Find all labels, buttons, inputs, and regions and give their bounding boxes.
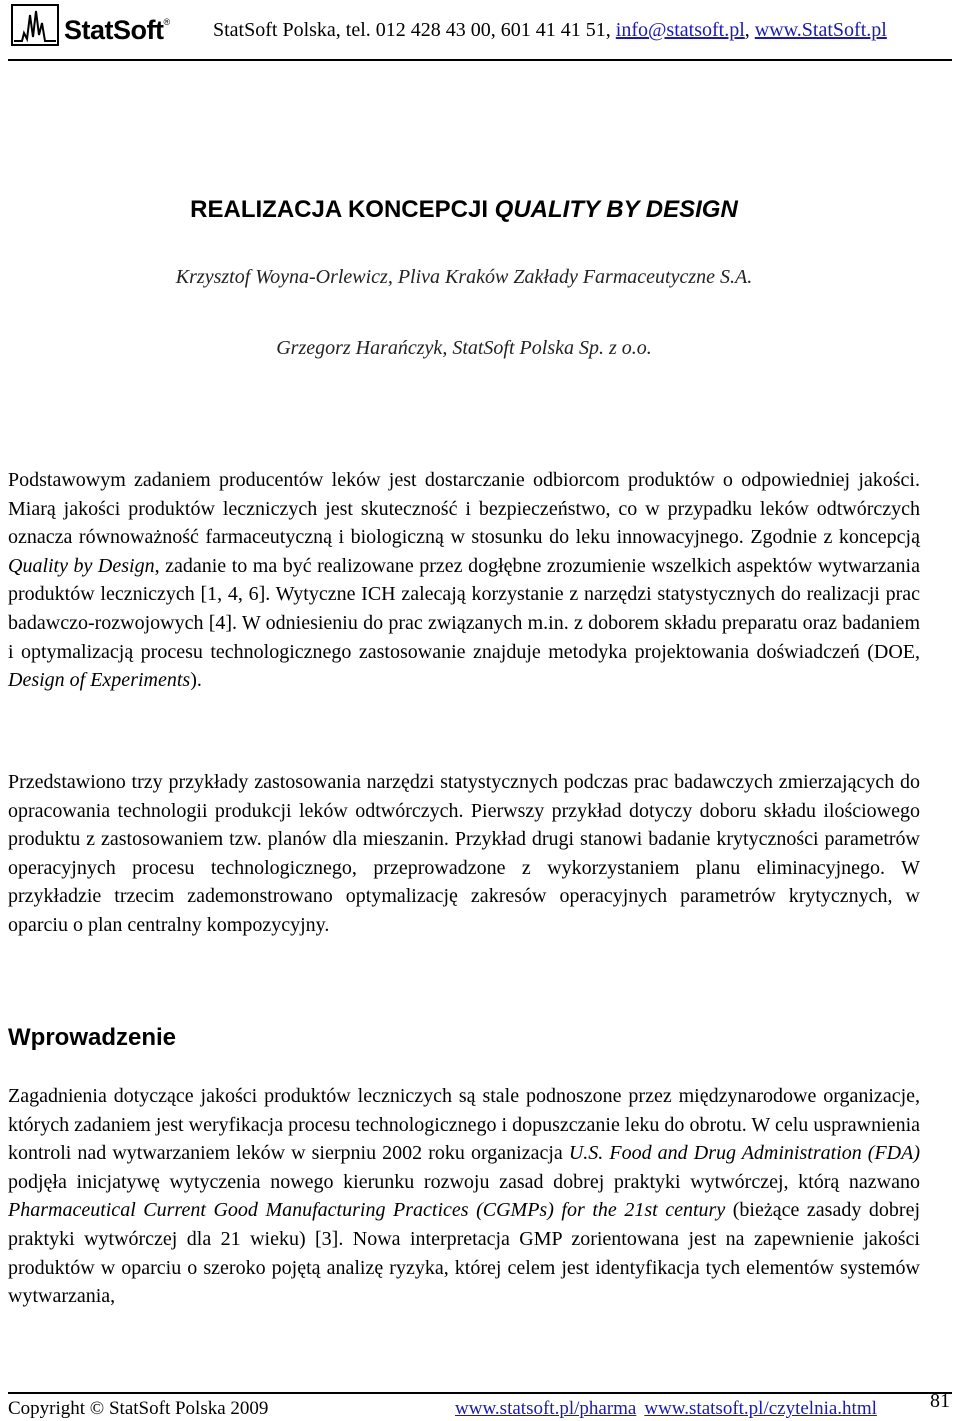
header-rule	[8, 59, 952, 61]
author-2: Grzegorz Harańczyk, StatSoft Polska Sp. z o.o.	[276, 337, 652, 359]
footer-links	[455, 1398, 885, 1420]
section-heading: Wprowadzenie	[8, 1024, 177, 1051]
header-contact: StatSoft Polska, tel. 012 428 43 00, 601 41 41 51, info@statsoft.pl, www.StatSoft.pl	[213, 19, 887, 41]
page-footer	[0, 1392, 960, 1421]
pharma-link[interactable]: www.statsoft.pl/pharma	[455, 1398, 637, 1419]
abstract-paragraph-1: Podstawowym zadaniem producentów leków jest dostarczanie odbiorcom produktów o odpowiedniej jakości. Miarą jakości produktów leczniczych jest skuteczność i bezpieczeństwo, co w przypadku leków odtwórczych oznacza równoważność farmaceutyczną i biologiczną w stosunku do leku innowacyjnego. Zgodnie z koncepcją Quality by Design, zadanie to ma być realizowane przez dogłębne zrozumienie wszelkich aspektów wytwarzania produktów leczniczych [1, 4, 6]. Wytyczne ICH zalecają korzystanie z narzędzi statystycznych do realizacji prac badawczo-rozwojowych [4]. W odniesieniu do prac związanych m.in. z doborem składu preparatu oraz badaniem i optymalizacją procesu technologicznego zastosowanie znajduje metodyka projektowania doświadczeń (DOE, Design of Experiments).	[8, 469, 920, 692]
abstract-paragraph-2: Przedstawiono trzy przykłady zastosowania narzędzi statystycznych podczas prac badawczych zmierzających do opracowania technologii produkcji leków odtwórczych. Pierwszy przykład dotyczy doboru składu ilościowego produktu z zastosowaniem tzw. planów dla mieszanin. Przykład drugi stanowi badanie krytyczności parametrów operacyjnych procesu technologicznego, przeprowadzone z wykorzystaniem planu eliminacyjnego. W przykładzie trzecim zademonstrowano optymalizację zakresów operacyjnych parametrów krytycznych, w oparciu o plan centralny kompozycyjny.	[8, 771, 920, 936]
author-1: Krzysztof Woyna-Orlewicz, Pliva Kraków Zakłady Farmaceutyczne S.A.	[175, 266, 753, 288]
website-link[interactable]: www.StatSoft.pl	[754, 19, 887, 41]
czytelnia-link[interactable]: www.statsoft.pl/czytelnia.html	[644, 1398, 877, 1419]
logo-wordmark: StatSoft®	[64, 15, 170, 45]
copyright-text: Copyright © StatSoft Polska 2009	[8, 1398, 269, 1419]
page-header	[0, 0, 960, 60]
page-number: 81	[930, 1390, 950, 1412]
article-title: REALIZACJA KONCEPCJI QUALITY BY DESIGN	[190, 196, 738, 223]
email-link[interactable]: info@statsoft.pl	[615, 19, 745, 41]
intro-paragraph: Zagadnienia dotyczące jakości produktów leczniczych są stale podnoszone przez międzynarodowe organizacje, których zadaniem jest weryfikacja procesu technologicznego i dopuszczanie leku do obrotu. W celu usprawnienia kontroli nad wytwarzaniem leków w sierpniu 2002 roku organizacja U.S. Food and Drug Administration (FDA) podjęła inicjatywę wytyczenia nowego kierunku rozwoju zasad dobrej praktyki wytwórczej, którą nazwano Pharmaceutical Current Good Manufacturing Practices (CGMPs) for the 21st century (bieżące zasady dobrej praktyki wytwórczej dla 21 wieku) [3]. Nowa interpretacja GMP zorientowana jest na zapewnienie jakości produktów w oparciu o szeroko pojętą analizę ryzyka, której celem jest identyfikacja tych elementów systemów wytwarzania,	[8, 1085, 920, 1308]
